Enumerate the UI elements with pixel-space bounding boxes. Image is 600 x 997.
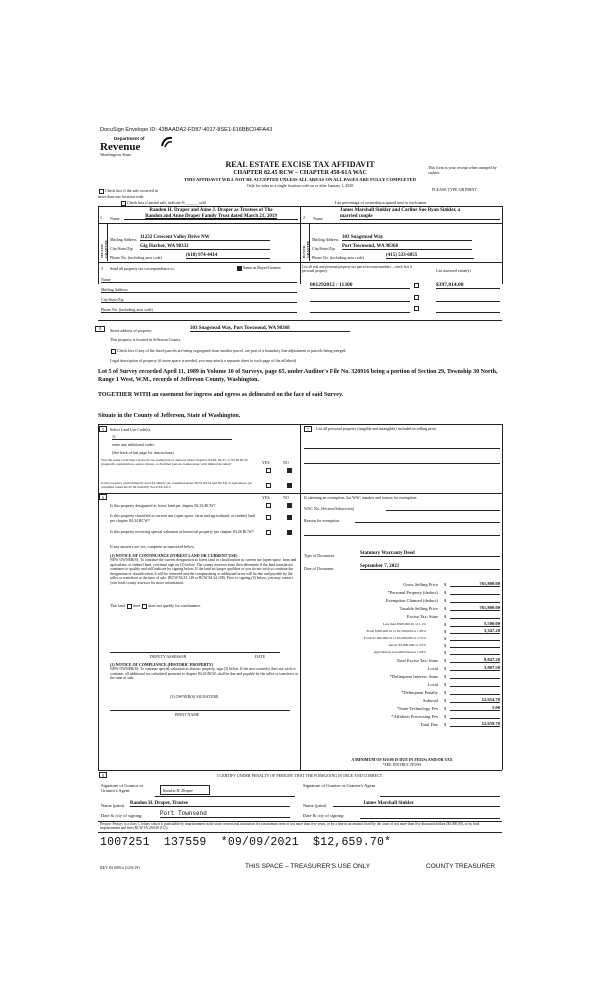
total-excise-state-currency: $: [444, 658, 447, 663]
exemption-reason-label: Reason for exemption: [304, 518, 340, 523]
delinquent-interest-local-value[interactable]: [450, 681, 500, 687]
tax-tier-3-value[interactable]: [450, 635, 500, 641]
gross-selling-price-label: Gross Selling Price: [403, 582, 438, 587]
total-due-value[interactable]: 12,659.70: [450, 721, 500, 727]
minimum-fee-note: A MINIMUM OF $10.00 IS DUE IN FEE(S) AND/OR TAX: [351, 757, 453, 762]
excise-local-label: Local: [427, 666, 438, 671]
parcels-header: List all real and personal property tax parcel account numbers – check box if personal property: [302, 265, 413, 274]
land-use-code[interactable]: 11: [112, 434, 232, 440]
personal-property-check-3[interactable]: [414, 306, 419, 311]
section3-city[interactable]: City/State/Zip: [101, 297, 297, 303]
legal-description-label: Legal description of property (if more space is needed, you may attach a separate sheet to each page of the affidavit): [110, 358, 297, 363]
personal-property-deduct-currency: $: [444, 590, 447, 595]
subtotal-label: Subtotal: [422, 698, 438, 703]
delinquent-interest-state-currency: $: [444, 674, 447, 679]
same-as-buyer-check[interactable]: [236, 265, 281, 271]
grantee-date-city-label: Date & city of signing:: [303, 813, 345, 818]
assessed-value-2[interactable]: [436, 297, 500, 302]
wac-label: WAC No. (Section/Subsection): [304, 506, 355, 511]
delinquent-interest-local-currency: $: [444, 682, 447, 687]
legal-easement: TOGETHER WITH an easement for ingress and egress as delineated on the face of said Survey.: [98, 392, 344, 398]
taxable-selling-price-value[interactable]: 761,800.00: [450, 605, 500, 611]
personal-property-check-2[interactable]: [414, 295, 419, 300]
segregated-check[interactable]: [110, 348, 346, 354]
seller-phone-label: Phone No. (including area code): [110, 255, 162, 260]
seller-side-label: SELLER GRANTOR: [100, 240, 108, 258]
agency-logo: [100, 136, 145, 158]
excise-local-value[interactable]: 3,807.50: [450, 665, 500, 671]
grantor-signature-label: Signature of Grantor or Grantor's Agent: [101, 783, 144, 793]
legal-description: Lot 5 of Survey recorded April 11, 1989 in Volume 10 of Surveys, page 65, under Auditor's File No. 320916 being a portion of Section 29, Township 30 North, Range 1 West, W.M., records of Jefferson County, Washington.: [98, 369, 498, 383]
assessed-value-header: List assessed value(s): [436, 268, 471, 273]
land-use-label: Select Land Use Code(s):: [110, 427, 151, 432]
s5-question-2: Is this property predominantly used for timber (as classified under RCW 84.34 and 84.33) or agriculture (as classified under RCW 84.34.020)? See ETA 3215: [101, 481, 252, 490]
notice2-title: (2) NOTICE OF COMPLIANCE (HISTORIC PROPERTY): [110, 662, 214, 667]
buyer-num: 2: [303, 215, 305, 220]
s6-question-2: Is this property classified as current use (open space, farm and agricultural, or timber) land per chapter 84.34 RCW?: [110, 513, 256, 523]
total-excise-state-label: Total Excise Tax: State: [396, 658, 438, 663]
grantor-date-city-label: Date & city of signing:: [101, 813, 143, 818]
exemption-claimed-deduct-label: Exemption Claimed (deduct): [385, 598, 438, 603]
buyer-address-label: Mailing Address: [312, 237, 339, 242]
section8-num: 8: [99, 772, 107, 778]
tax-tier-1-currency: $: [444, 622, 447, 627]
s6-no-header: NO: [283, 495, 289, 500]
buyer-name-line2[interactable]: married couple: [340, 214, 500, 220]
buyer-city-label: City/State/Zip: [312, 246, 335, 251]
s5-q1-no[interactable]: [287, 468, 292, 473]
s5-yes-header: YES: [262, 460, 270, 465]
notice1-title: (1) NOTICE OF CONTINUANCE (FOREST LAND OR CURRENT USE): [110, 553, 238, 558]
doc-type-label: Type of Document: [304, 553, 334, 558]
exemption-claimed-deduct-currency: $: [444, 598, 447, 603]
same-as-buyer-label: Same as Buyer/Grantee: [243, 265, 281, 270]
section3-label: Send all property tax correspondence to:: [110, 266, 175, 271]
does-label: does: [133, 603, 141, 608]
parcel-line-2[interactable]: [310, 297, 410, 302]
personal-property-deduct-label: *Personal Property (deduct): [387, 590, 438, 595]
deputy-assessor-label: DEPUTY ASSESSOR: [150, 654, 187, 659]
tax-tier-5-label: Agricultural and timberland at 1.28%: [373, 650, 426, 654]
segregated-label: Check box if any of the listed parcels are being segregated from another parcel, are part of a boundary line adjustment or parcels being merged.: [117, 348, 347, 353]
does-not-check[interactable]: [142, 604, 147, 609]
s6-question-1: Is this property designated as forest land per chapter 84.33 RCW?: [110, 503, 216, 508]
state-technology-fee-label: *State Technology Fee: [396, 706, 438, 711]
certify-statement: I CERTIFY UNDER PENALTY OF PERJURY THAT THE FOREGOING IS TRUE AND CORRECT.: [217, 773, 383, 778]
s5-q1-yes[interactable]: [266, 468, 271, 473]
doc-date-label: Date of Document: [304, 566, 334, 571]
form-title: REAL ESTATE EXCISE TAX AFFIDAVIT: [225, 160, 375, 169]
grantor-name-label: Name (print): [101, 803, 125, 808]
see-instructions-note: *SEE INSTRUCTIONS: [382, 762, 422, 767]
taxable-selling-price-label: Taxable Selling Price: [399, 606, 438, 611]
s6-question-3: Is this property receiving special valuation as historical property per chapter 84.26 RCW?: [110, 529, 254, 534]
land-qualify-row: [110, 603, 201, 609]
form-revision: REV 84 0001a (12/6/19): [100, 865, 140, 870]
gross-selling-price-currency: $: [444, 582, 447, 587]
tax-tier-2-label: From $500,000.01 to $1,500,000 at 1.28%: [366, 629, 426, 633]
personal-property-deduct-value[interactable]: [450, 589, 500, 595]
section3-name[interactable]: Name: [101, 277, 297, 283]
tax-tier-5-currency: $: [444, 650, 447, 655]
delinquent-penalty-currency: $: [444, 690, 447, 695]
s6-q2-yes[interactable]: [266, 515, 271, 520]
notice2-text: NEW OWNER(S): To continue special valuation as historic property, sign (3) below. If the new owner(s) does not wish to continue, all additional tax calculated pursuant to chapter 84.26 RCW, shall be due and payable by the seller or transferor at the time of sale.: [110, 667, 298, 681]
seller-num: 1: [100, 215, 102, 220]
seller-city-label: City/State/Zip: [110, 246, 133, 251]
buyer-side-label: BUYER GRANTEE: [302, 240, 310, 258]
seller-name-line1[interactable]: Randon H. Draper and Anne J. Draper as Trustees of The: [149, 208, 273, 213]
delinquent-interest-state-value[interactable]: [450, 673, 500, 679]
delinquent-penalty-label: *Delinquent Penalty: [401, 690, 438, 695]
partial-sale-check[interactable]: Check box if partial sale, indicate % ______ sold: [120, 200, 206, 206]
tax-tier-3-currency: $: [444, 636, 447, 641]
delinquent-penalty-value[interactable]: [450, 689, 500, 695]
section3-num: 3: [101, 266, 103, 271]
tax-tier-4-currency: $: [444, 643, 447, 648]
perjury-warning: Perjury: Perjury is a class C felony which is punishable by imprisonment in the state correctional institution for a maximum term of not more than five years, or by a fine in an amount fixed by the court of not more than five thousand dollars ($5,000.00), or by both imprisonment and fine (RCW 9A.20.020 (1C)).: [100, 822, 480, 831]
doc-date[interactable]: September 7, 2021: [360, 564, 500, 570]
section6-num: 6: [99, 494, 107, 500]
agency-line2: Revenue: [100, 141, 141, 153]
delinquent-interest-local-label: Local: [427, 682, 438, 687]
grantee-signature-label: Signature of Grantee or Grantee's Agent: [303, 783, 376, 788]
buyer-name-label: Name: [313, 216, 323, 221]
parcel-number[interactable]: 001292012 / 11300: [310, 282, 410, 289]
county-treasurer-label: COUNTY TREASURER: [426, 863, 496, 870]
excise-tax-state-header-label: Excise Tax: State: [406, 614, 438, 619]
additional-codes-label: enter any additional codes:: [112, 442, 155, 447]
tax-tier-3-label: From $1,500,000.01 to $3,000,000 at 2.75%: [363, 636, 426, 640]
multi-location-check[interactable]: [98, 188, 158, 199]
partial-sale-label: Check box if partial sale, indicate %: [127, 200, 186, 205]
section5-num: 5: [99, 426, 107, 432]
total-due-label: Total Due: [420, 722, 438, 727]
s6-q1-no[interactable]: [287, 503, 292, 508]
print-name-label: PRINT NAME: [175, 712, 200, 717]
notice1-text: NEW OWNER(S): To continue the current designation as forest land or classification as current use (open space, farm and agriculture, or timber) land, you must sign on (3) below. The county assessor must then determine if the land transferred continues to qualify and will indicate by signing below. If the land no longer qualifies or you do not wish to continue the designation or classification, it will be removed and the compensating or additional taxes will be due and payable by the seller or transferor at the time of sale. (RCW 84.33.140 or RCW 84.34.108). Prior to signing (3) below, you may contact your local county assessor for more information.: [110, 558, 297, 585]
receipt-note: This form is your receipt when stamped by cashier.: [428, 165, 497, 175]
section4-num: 4: [95, 326, 105, 332]
grantee-name-label: Name (print): [303, 803, 327, 808]
wa-flag-icon: [160, 136, 174, 148]
seller-phone[interactable]: (618) 974-4414: [186, 253, 270, 259]
buyer-city[interactable]: Port Townsend, WA 98368: [342, 244, 472, 250]
doc-type[interactable]: Statutory Warranty Deed: [360, 551, 500, 557]
this-land-label: This land: [110, 603, 125, 608]
exemption-label: If claiming an exemption, list WAC number and reason for exemption:: [304, 495, 418, 500]
legal-situate: Situate in the County of Jefferson, State of Washington.: [98, 413, 241, 419]
affidavit-processing-fee-value[interactable]: [450, 713, 500, 719]
any-yes-note: If any answers are yes, complete as instructed below.: [110, 544, 195, 549]
seller-city[interactable]: Gig Harbor, WA 98332: [140, 244, 270, 250]
state-technology-fee-value[interactable]: 5.00: [450, 705, 500, 711]
tax-tier-1-label: Less than $500,000.01 at 1.1%: [382, 622, 426, 626]
s5-q2-yes[interactable]: [266, 483, 271, 488]
grantee-name[interactable]: James Marshall Sinkler: [333, 801, 500, 807]
buyer-phone[interactable]: (415) 533-6055: [386, 253, 474, 259]
type-print-note: PLEASE TYPE OR PRINT: [432, 187, 477, 192]
seller-name-label: Name: [110, 216, 120, 221]
street-address-label: Street address of property:: [110, 328, 153, 333]
section3-mailing[interactable]: Mailing Address: [101, 287, 297, 293]
subtotal-value[interactable]: 12,654.70: [450, 697, 500, 703]
s6-q2-no[interactable]: [287, 515, 292, 520]
partial-sold-label: sold: [199, 200, 206, 205]
subtotal-currency: $: [444, 698, 447, 703]
list-pct-note: List percentage of ownership acquired next to each name.: [335, 200, 428, 205]
treasurer-use-label: THIS SPACE – TREASURER'S USE ONLY: [245, 863, 371, 870]
personal-property-line-2[interactable]: [304, 460, 500, 464]
does-check[interactable]: [127, 604, 132, 609]
agency-line3: Washington State: [100, 152, 132, 157]
seller-name-line2[interactable]: Randon and Anne Draper Family Trust dated March 21, 2019: [124, 214, 298, 220]
grantor-city[interactable]: Port Townsend: [160, 810, 290, 818]
exemption-reason-input[interactable]: [355, 518, 500, 523]
seller-address-label: Mailing Address: [110, 237, 137, 242]
grantor-name[interactable]: Randon H. Draper, Trustee: [130, 801, 290, 807]
s5-question-1: Was the seller receiving a property tax exemption or deferral under chapters 84.36, 84.37, or 84.38 RCW (nonprofit organization, senior citizen, or disabled person, homeowner with limited income)?: [101, 458, 248, 467]
excise-local-currency: $: [444, 666, 447, 671]
seller-address[interactable]: 11232 Crescent Valley Drive NW: [140, 235, 270, 241]
exemption-claimed-deduct-value[interactable]: [450, 597, 500, 603]
state-technology-fee-currency: $: [444, 706, 447, 711]
s6-q3-yes[interactable]: [266, 530, 271, 535]
tax-tier-2-value[interactable]: 3,347.20: [450, 628, 500, 634]
use-note: Only for sales in a single location code on or after January 1, 2020: [246, 183, 354, 188]
s6-q1-yes[interactable]: [266, 503, 271, 508]
total-excise-state-value[interactable]: 8,847.20: [450, 657, 500, 663]
multi-location-label: Check box if the sale occurred in more than one location code.: [98, 188, 158, 199]
assessed-value-3[interactable]: [436, 308, 500, 313]
personal-property-check[interactable]: [414, 283, 419, 288]
s5-q2-no[interactable]: [287, 483, 292, 488]
street-address[interactable]: 303 Snagstead Way, Port Townsend, WA 98368: [190, 326, 350, 332]
tax-tier-5-value[interactable]: [450, 649, 500, 655]
total-due-currency: $: [444, 722, 447, 727]
parcel-line-3[interactable]: [310, 308, 410, 313]
buyer-name-line1[interactable]: James Marshall Sinkler and Carline Sue Ryan Sinkler, a: [340, 208, 461, 213]
treasurer-stamp: 1007251 137559 *09/09/2021 $12,659.70*: [100, 836, 392, 849]
excise-tax-state-header-currency: $: [444, 614, 447, 619]
affidavit-processing-fee-label: *Affidavit Processing Fee: [391, 714, 438, 719]
buyer-phone-label: Phone No. (including area code): [312, 255, 364, 260]
section3-phone[interactable]: Phone No. (including area code): [101, 307, 297, 313]
delinquent-interest-state-label: *Delinquent Interest: State: [389, 674, 438, 679]
form-warning: THIS AFFIDAVIT WILL NOT BE ACCEPTED UNLESS ALL AREAS ON ALL PAGES ARE FULLY COMPLETED: [184, 177, 416, 182]
envelope-id: DocuSign Envelope ID: 43BAADA2-FD87-4017-8SE1-616BBC04FA43: [100, 127, 273, 133]
gross-selling-price-value[interactable]: 761,800.00: [450, 581, 500, 587]
wac-input[interactable]: [386, 506, 500, 511]
deputy-date-label: DATE: [255, 654, 266, 659]
section7-num: 7: [304, 426, 312, 432]
tax-tier-4-label: Above $3,000,000 at 3.0%: [388, 643, 426, 647]
grantor-signature[interactable]: Randon H. Draper: [160, 785, 210, 795]
agency-line1: Department of: [114, 136, 145, 141]
does-not-label: does not qualify for continuance.: [148, 603, 202, 608]
tax-tier-2-currency: $: [444, 629, 447, 634]
tax-tier-1-value[interactable]: 5,500.00: [450, 621, 500, 627]
excise-tax-state-header-value[interactable]: [450, 613, 500, 619]
form-subtitle: CHAPTER 82.45 RCW – CHAPTER 458-61A WAC: [233, 170, 367, 176]
s6-yes-header: YES: [262, 495, 270, 500]
owner-signature-label: (3) OWNER(S) SIGNATURE: [170, 694, 219, 699]
exemption-reason-line-2[interactable]: [304, 532, 500, 536]
taxable-selling-price-currency: $: [444, 606, 447, 611]
personal-property-label: List all personal property (tangible and intangible) included in selling price.: [316, 426, 438, 431]
affidavit-processing-fee-currency: $: [444, 714, 447, 719]
assessed-value[interactable]: $397,814.00: [436, 282, 500, 289]
personal-property-line-1[interactable]: [304, 445, 500, 449]
buyer-address[interactable]: 303 Snagstead Way: [342, 235, 472, 241]
tax-tier-4-value[interactable]: [450, 642, 500, 648]
s6-q3-no[interactable]: [287, 530, 292, 535]
county-line: This property is located in Jefferson County: [110, 337, 181, 342]
s5-no-header: NO: [283, 460, 289, 465]
see-back-note: (See back of last page for instructions): [112, 450, 174, 455]
